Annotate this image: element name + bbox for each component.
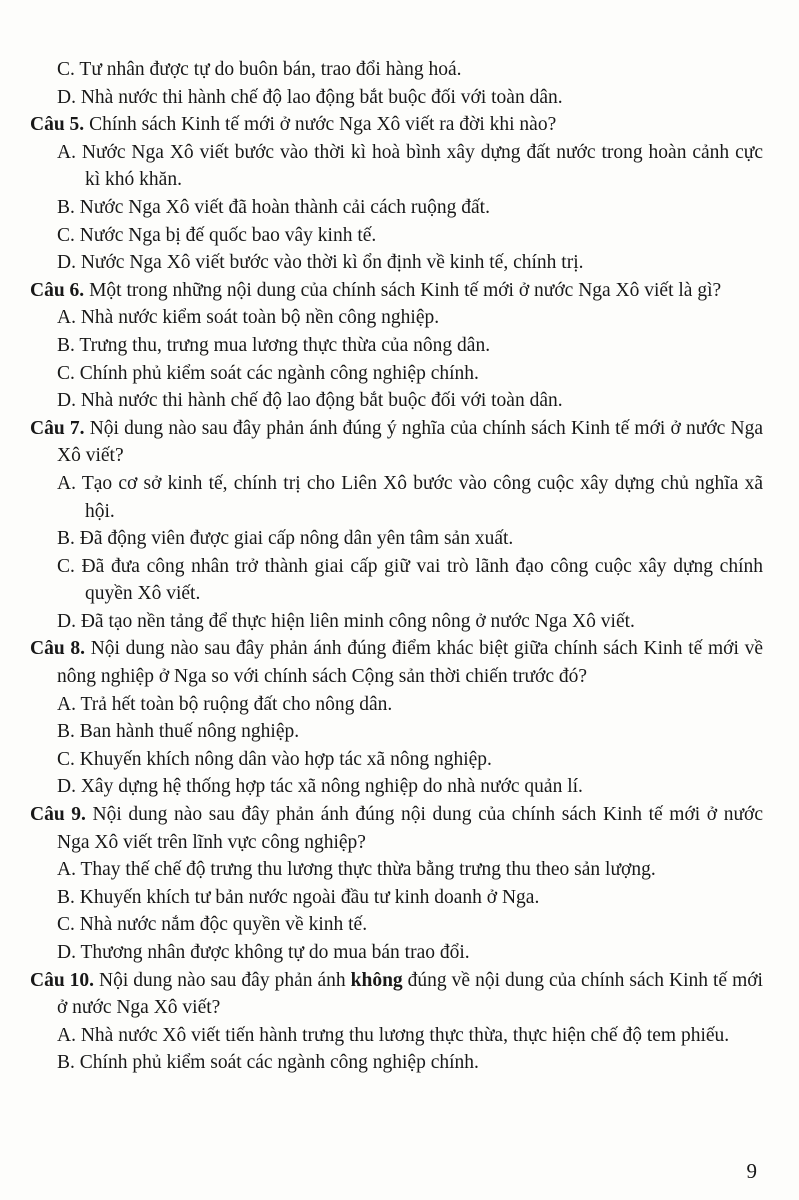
question-text: Câu 6. Một trong những nội dung của chính sách Kinh tế mới ở nước Nga Xô viết là gì? (30, 279, 722, 301)
option-label: A. (57, 859, 81, 881)
answer-option: C. Nước Nga bị đế quốc bao vây kinh tế. (57, 224, 377, 246)
answer-option: B. Khuyến khích tư bản nước ngoài đầu tư kinh doanh ở Nga. (57, 886, 540, 908)
question-number: Câu 6. (30, 279, 90, 301)
option-label: D. (57, 942, 81, 963)
option-label: A. (57, 141, 82, 163)
question-number: Câu 5. (30, 114, 90, 136)
answer-option: C. Nhà nước nắm độc quyền về kinh tế. (57, 914, 368, 936)
question-list (30, 56, 763, 1077)
answer-option: D. Nước Nga Xô viết bước vào thời kì ổn định về kinh tế, chính trị. (57, 252, 584, 274)
option-label: D. (57, 610, 81, 632)
option-label: A. (57, 693, 81, 715)
option-label: A. (57, 472, 82, 494)
answer-option: C. Chính phủ kiểm soát các ngành công nghiệp chính. (57, 362, 479, 384)
question-text: Câu 5. Chính sách Kinh tế mới ở nước Nga Xô viết ra đời khi nào? (30, 114, 557, 136)
question-number: Câu 10. (30, 969, 100, 991)
question-number: Câu 9. (30, 804, 93, 826)
option-label: D. (57, 776, 81, 798)
option-label: B. (57, 528, 80, 550)
answer-option: B. Chính phủ kiểm soát các ngành công nghiệp chính. (57, 1052, 479, 1074)
question-text: Câu 10. Nội dung nào sau đây phản ánh không đúng về nội dung của chính sách Kinh tế mới ở nước Nga Xô viết? (30, 969, 763, 1019)
answer-option: C. Đã đưa công nhân trở thành giai cấp giữ vai trò lãnh đạo công cuộc xây dựng chính quyền Xô viết. (57, 555, 764, 605)
option-label: D. (57, 86, 81, 108)
option-label: A. (57, 1024, 81, 1046)
page-number: 9 (746, 1159, 757, 1183)
answer-option: A. Trả hết toàn bộ ruộng đất cho nông dân. (57, 693, 393, 715)
option-label: C. (57, 362, 80, 384)
question-text: Câu 8. Nội dung nào sau đây phản ánh đúng điểm khác biệt giữa chính sách Kinh tế mới về nông nghiệp ở Nga so với chính sách Cộng sản thời chiến trước đó? (30, 638, 763, 688)
answer-option: C. Tư nhân được tự do buôn bán, trao đổi hàng hoá. (57, 59, 462, 80)
answer-option: A. Tạo cơ sở kinh tế, chính trị cho Liên Xô bước vào công cuộc xây dựng chủ nghĩa xã hội. (57, 472, 763, 522)
option-label: D. (57, 390, 81, 412)
option-label: B. (57, 196, 80, 218)
option-label: D. (57, 252, 81, 274)
question-number: Câu 8. (30, 638, 91, 660)
answer-option: A. Nước Nga Xô viết bước vào thời kì hoà bình xây dựng đất nước trong hoàn cảnh cực kì khó khăn. (57, 141, 763, 191)
question-text: Câu 7. Nội dung nào sau đây phản ánh đúng ý nghĩa của chính sách Kinh tế mới ở nước Nga Xô viết? (30, 417, 763, 467)
option-label: A. (57, 307, 81, 329)
option-label: C. (57, 555, 82, 577)
answer-option: D. Xây dựng hệ thống hợp tác xã nông nghiệp do nhà nước quản lí. (57, 776, 583, 798)
answer-option: D. Nhà nước thi hành chế độ lao động bắt buộc đối với toàn dân. (57, 390, 563, 412)
option-label: C. (57, 59, 80, 80)
option-label: B. (57, 886, 80, 908)
question-text: Câu 9. Nội dung nào sau đây phản ánh đúng nội dung của chính sách Kinh tế mới ở nước Nga Xô viết trên lĩnh vực công nghiệp? (30, 804, 763, 853)
question-number: Câu 7. (30, 417, 90, 439)
answer-option: B. Đã động viên được giai cấp nông dân yên tâm sản xuất. (57, 528, 514, 550)
option-label: B. (57, 334, 80, 356)
emphasized-word: không (350, 969, 403, 991)
option-label: B. (57, 1052, 80, 1074)
answer-option: A. Thay thế chế độ trưng thu lương thực thừa bằng trưng thu theo sản lượng. (57, 859, 656, 881)
answer-option: D. Nhà nước thi hành chế độ lao động bắt buộc đối với toàn dân. (57, 86, 563, 108)
option-label: B. (57, 721, 80, 743)
answer-option: B. Nước Nga Xô viết đã hoàn thành cải cách ruộng đất. (57, 196, 490, 218)
answer-option: A. Nhà nước kiểm soát toàn bộ nền công nghiệp. (57, 307, 440, 329)
answer-option: D. Thương nhân được không tự do mua bán trao đổi. (57, 942, 470, 963)
option-label: C. (57, 748, 80, 770)
option-label: C. (57, 224, 80, 246)
answer-option: C. Khuyến khích nông dân vào hợp tác xã nông nghiệp. (57, 748, 492, 770)
option-label: C. (57, 914, 80, 936)
answer-option: D. Đã tạo nền tảng để thực hiện liên minh công nông ở nước Nga Xô viết. (57, 610, 635, 632)
answer-option: A. Nhà nước Xô viết tiến hành trưng thu lương thực thừa, thực hiện chế độ tem phiếu. (57, 1024, 730, 1046)
answer-option: B. Trưng thu, trưng mua lương thực thừa của nông dân. (57, 334, 491, 356)
answer-option: B. Ban hành thuế nông nghiệp. (57, 721, 300, 743)
